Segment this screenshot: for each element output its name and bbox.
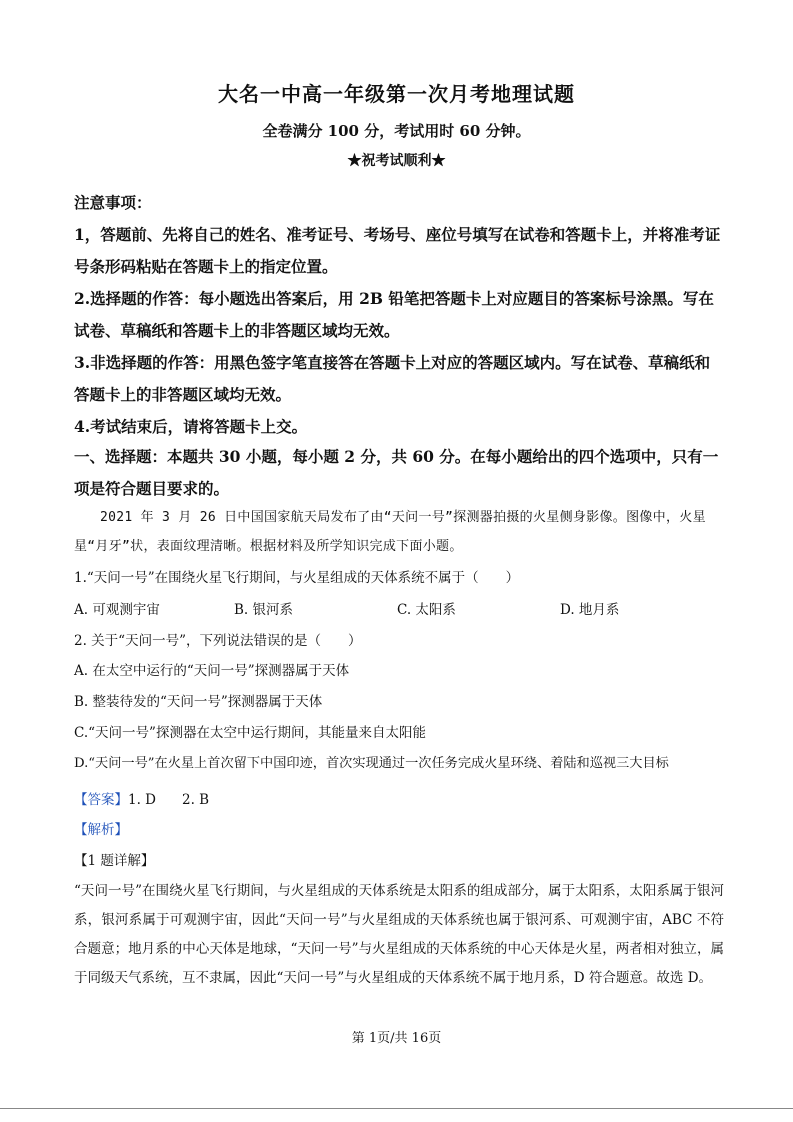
notice-item-1: 1，答题前、先将自己的姓名、准考证号、考场号、座位号填写在试卷和答题卡上，并将准考证号条形码粘贴在答题卡上的指定位置。: [74, 225, 721, 276]
q1-option-c: C. 太阳系: [397, 602, 456, 618]
answer-label: 【答案】: [74, 792, 128, 808]
detail-heading: 【1 题详解】: [74, 853, 155, 869]
question-1-options: [74, 598, 734, 618]
notice-item-3: 3.非选择题的作答：用黑色签字笔直接答在答题卡上对应的答题区域内。写在试卷、草稿纸和答题卡上的非答题区域均无效。: [74, 353, 711, 404]
q1-option-a: A. 可观测宇宙: [74, 602, 160, 618]
notice-item-4: 4.考试结束后，请将答题卡上交。: [74, 417, 308, 436]
answer-2: 2. B: [182, 792, 210, 808]
analysis-label: 【解析】: [74, 822, 128, 838]
notice-item-2: 2.选择题的作答：每小题选出答案后，用 2B 铅笔把答题卡上对应题目的答案标号涂黑。写在试卷、草稿纸和答题卡上的非答题区域均无效。: [74, 289, 714, 340]
good-luck-line: ★祝考试顺利★: [347, 153, 446, 169]
q2-option-d: D.“天问一号”在火星上首次留下中国印迹，首次实现通过一次任务完成火星环绕、着陆和巡视三大目标: [74, 756, 669, 771]
notice-heading: 注意事项：: [74, 193, 152, 212]
exam-info: 全卷满分 100 分，考试用时 60 分钟。: [262, 122, 531, 140]
answer-1: 1. D: [128, 792, 156, 808]
section-heading: 一、选择题：本题共 30 小题，每小题 2 分，共 60 分。在每小题给出的四个选项中，只有一项是符合题目要求的。: [74, 447, 719, 498]
page-bottom-divider: [0, 1108, 793, 1109]
question-2-stem: 2. 关于“天问一号”，下列说法错误的是（ ）: [74, 633, 362, 649]
q1-option-b: B. 银河系: [234, 602, 294, 618]
q2-option-a: A. 在太空中运行的“天问一号”探测器属于天体: [74, 663, 350, 679]
question-1-stem: 1.“天问一号”在围绕火星飞行期间，与火星组成的天体系统不属于（ ）: [74, 570, 520, 586]
q1-option-d: D. 地月系: [560, 602, 620, 618]
answer-row: [74, 788, 209, 808]
reading-passage: 2021 年 3 月 26 日中国国家航天局发布了由“天问一号”探测器拍摄的火星侧身影像。图像中，火星星“月牙”状，表面纹理清晰。根据材料及所学知识完成下面小题。: [74, 510, 706, 554]
page-title: 大名一中高一年级第一次月考地理试题: [218, 82, 575, 106]
q2-option-b: B. 整装待发的“天问一号”探测器属于天体: [74, 694, 323, 710]
q2-option-c: C.“天问一号”探测器在太空中运行期间，其能量来自太阳能: [74, 725, 426, 741]
detail-text: “天问一号”在围绕火星飞行期间，与火星组成的天体系统是太阳系的组成部分，属于太阳系，太阳系属于银河系，银河系属于可观测宇宙，因此“天问一号”与火星组成的天体系统也属于银河系、可观测宇宙，ABC 不符合题意；地月系的中心天体是地球，“天问一号”与火星组成的天体系统的中心天体是火星，两者相对独立，属于同级天气系统，互不隶属，因此“天问一号”与火星组成的天体系统不属于地月系，D 符合题意。故选 D。: [74, 883, 724, 986]
page-footer: 第 1页/共 16页: [351, 1031, 442, 1046]
